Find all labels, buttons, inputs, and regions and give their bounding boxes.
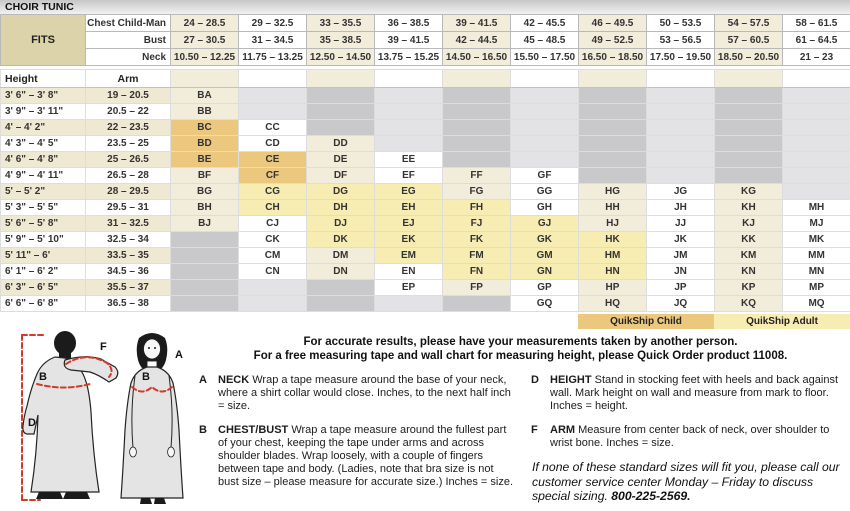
empty-cell	[239, 88, 307, 104]
size-code-cell: EJ	[375, 216, 443, 232]
height-range-cell: 4' – 4' 2"	[1, 120, 86, 136]
empty-cell	[715, 88, 783, 104]
fit-range-cell: 21 – 23	[783, 49, 850, 66]
size-code-cell: JQ	[647, 296, 715, 312]
size-code-cell: CE	[239, 152, 307, 168]
height-range-cell: 5' 11" – 6'	[1, 248, 86, 264]
size-code-cell: KN	[715, 264, 783, 280]
fit-range-cell: 46 – 49.5	[579, 15, 647, 32]
empty-cell	[375, 120, 443, 136]
size-row	[1, 88, 850, 104]
fit-range-cell: 53 – 56.5	[647, 32, 715, 49]
size-row	[1, 296, 850, 312]
figure-label-b-front: B	[142, 371, 150, 383]
size-code-cell: KQ	[715, 296, 783, 312]
size-row	[1, 280, 850, 296]
empty-cell	[783, 168, 850, 184]
fit-range-cell: 39 – 41.5	[375, 32, 443, 49]
empty-cell	[171, 248, 239, 264]
front-figure-robe	[121, 367, 183, 498]
front-figure-foot-right	[154, 498, 166, 504]
fit-range-cell: 57 – 60.5	[715, 32, 783, 49]
empty-cell	[783, 120, 850, 136]
size-row	[1, 168, 850, 184]
empty-cell	[443, 136, 511, 152]
size-code-cell: JP	[647, 280, 715, 296]
size-code-cell: FN	[443, 264, 511, 280]
size-row	[1, 136, 850, 152]
size-code-cell: DD	[307, 136, 375, 152]
empty-cell	[783, 184, 850, 200]
fit-range-cell: 17.50 – 19.50	[647, 49, 715, 66]
size-col-header-cell	[239, 70, 307, 88]
size-code-cell: MH	[783, 200, 850, 216]
size-code-cell: EF	[375, 168, 443, 184]
empty-cell	[715, 152, 783, 168]
arm-range-cell: 29.5 – 31	[86, 200, 171, 216]
size-code-cell: MK	[783, 232, 850, 248]
size-col-header-cell	[375, 70, 443, 88]
empty-cell	[579, 152, 647, 168]
front-figure-foot-left	[140, 498, 152, 504]
size-code-cell: FG	[443, 184, 511, 200]
size-code-cell: JK	[647, 232, 715, 248]
fit-range-cell: 49 – 52.5	[579, 32, 647, 49]
height-range-cell: 5' 6" – 5' 8"	[1, 216, 86, 232]
empty-cell	[511, 152, 579, 168]
empty-cell	[579, 120, 647, 136]
size-code-cell: BC	[171, 120, 239, 136]
instructions-column-left	[199, 374, 517, 504]
empty-cell	[375, 88, 443, 104]
height-range-cell: 5' 3" – 5' 5"	[1, 200, 86, 216]
size-code-cell: CC	[239, 120, 307, 136]
size-code-cell: GK	[511, 232, 579, 248]
instruction-item-d: D HEIGHT Stand in stocking feet with heels and back against wall. Mark height on wall and measure from mark to floor. Inches = height.	[531, 374, 842, 414]
empty-cell	[715, 168, 783, 184]
size-code-cell: CD	[239, 136, 307, 152]
intro-line-1: For accurate results, please have your measurements taken by another person.	[199, 336, 842, 350]
height-range-cell: 4' 3" – 4' 5"	[1, 136, 86, 152]
size-code-cell: GH	[511, 200, 579, 216]
instruction-term: ARM	[550, 424, 575, 436]
size-code-cell: CK	[239, 232, 307, 248]
fit-range-cell: 12.50 – 14.50	[307, 49, 375, 66]
empty-cell	[171, 264, 239, 280]
fit-range-cell: 42 – 44.5	[443, 32, 511, 49]
fits-corner-label: FITS	[1, 15, 86, 66]
intro-note	[199, 336, 842, 363]
instructions-text-area	[197, 330, 850, 508]
size-code-cell: KP	[715, 280, 783, 296]
empty-cell	[171, 280, 239, 296]
size-code-cell: BJ	[171, 216, 239, 232]
intro-line-2: For a free measuring tape and wall chart for measuring height, please Quick Order product 11008.	[199, 350, 842, 364]
empty-cell	[443, 152, 511, 168]
arm-range-cell: 25 – 26.5	[86, 152, 171, 168]
empty-cell	[307, 296, 375, 312]
height-range-cell: 6' 6" – 6' 8"	[1, 296, 86, 312]
arm-column-header: Arm	[86, 70, 171, 88]
empty-cell	[647, 120, 715, 136]
height-range-cell: 5' – 5' 2"	[1, 184, 86, 200]
fit-range-cell: 58 – 61.5	[783, 15, 850, 32]
fit-range-cell: 10.50 – 12.25	[171, 49, 239, 66]
size-code-cell: KM	[715, 248, 783, 264]
empty-cell	[647, 88, 715, 104]
back-figure-head	[54, 331, 76, 355]
size-col-header-cell	[579, 70, 647, 88]
size-code-cell: DJ	[307, 216, 375, 232]
size-code-cell: HK	[579, 232, 647, 248]
instruction-term: CHEST/BUST	[218, 424, 288, 436]
empty-cell	[443, 104, 511, 120]
size-row	[1, 200, 850, 216]
size-code-cell: JH	[647, 200, 715, 216]
empty-cell	[239, 280, 307, 296]
back-figure-foot-right	[63, 492, 90, 499]
size-code-cell: GJ	[511, 216, 579, 232]
instructions-column-right	[531, 374, 842, 504]
fit-range-cell: 50 – 53.5	[647, 15, 715, 32]
size-code-cell: EN	[375, 264, 443, 280]
figure-label-d: D	[28, 417, 36, 429]
fit-range-cell: 42 – 45.5	[511, 15, 579, 32]
fit-range-cell: 24 – 28.5	[171, 15, 239, 32]
size-col-header-cell	[307, 70, 375, 88]
quikship-child-legend: QuikShip Child	[578, 314, 714, 329]
size-code-cell: GQ	[511, 296, 579, 312]
arm-range-cell: 28 – 29.5	[86, 184, 171, 200]
empty-cell	[307, 120, 375, 136]
size-code-cell: BD	[171, 136, 239, 152]
fit-range-cell: 33 – 35.5	[307, 15, 375, 32]
empty-cell	[647, 168, 715, 184]
size-code-cell: CG	[239, 184, 307, 200]
instruction-item-a: A NECK Wrap a tape measure around the base of your neck, where a shirt collar would close. Inches, to the next half inch = size.	[199, 374, 517, 414]
figure-label-f: F	[100, 341, 107, 353]
size-code-cell: EM	[375, 248, 443, 264]
quikship-legend	[0, 312, 850, 330]
size-code-cell: DF	[307, 168, 375, 184]
figure-label-a: A	[175, 349, 183, 361]
size-code-cell: GF	[511, 168, 579, 184]
size-table-header-row	[1, 70, 850, 88]
fit-range-cell: 16.50 – 18.50	[579, 49, 647, 66]
size-code-cell: GN	[511, 264, 579, 280]
empty-cell	[443, 120, 511, 136]
size-code-cell: MP	[783, 280, 850, 296]
empty-cell	[171, 232, 239, 248]
size-code-cell: CH	[239, 200, 307, 216]
size-code-cell: BB	[171, 104, 239, 120]
empty-cell	[647, 104, 715, 120]
height-range-cell: 6' 1" – 6' 2"	[1, 264, 86, 280]
size-col-header-cell	[647, 70, 715, 88]
fit-range-cell: 54 – 57.5	[715, 15, 783, 32]
empty-cell	[783, 104, 850, 120]
instruction-letter: B	[199, 424, 207, 437]
size-code-cell: DM	[307, 248, 375, 264]
fit-range-cell: 29 – 32.5	[239, 15, 307, 32]
empty-cell	[511, 104, 579, 120]
fit-row-label: Neck	[86, 49, 171, 66]
size-code-cell: DE	[307, 152, 375, 168]
empty-cell	[375, 104, 443, 120]
size-code-cell: BG	[171, 184, 239, 200]
fit-row-label: Bust	[86, 32, 171, 49]
size-code-cell: GP	[511, 280, 579, 296]
empty-cell	[239, 296, 307, 312]
arm-range-cell: 36.5 – 38	[86, 296, 171, 312]
empty-cell	[579, 104, 647, 120]
size-code-cell: JJ	[647, 216, 715, 232]
size-code-cell: GG	[511, 184, 579, 200]
empty-cell	[647, 136, 715, 152]
front-figure-face	[144, 339, 161, 359]
fit-range-cell: 35 – 38.5	[307, 32, 375, 49]
height-range-cell: 6' 3" – 6' 5"	[1, 280, 86, 296]
size-code-cell: FP	[443, 280, 511, 296]
size-code-cell: KG	[715, 184, 783, 200]
size-code-cell: EP	[375, 280, 443, 296]
size-code-cell: EE	[375, 152, 443, 168]
fits-range-table	[0, 14, 850, 66]
height-range-cell: 3' 9" – 3' 11"	[1, 104, 86, 120]
size-code-cell: DK	[307, 232, 375, 248]
size-code-cell: BA	[171, 88, 239, 104]
front-figure-eye-left	[148, 347, 150, 349]
size-code-cell: CJ	[239, 216, 307, 232]
size-code-cell: BE	[171, 152, 239, 168]
fit-range-cell: 18.50 – 20.50	[715, 49, 783, 66]
size-code-cell: MM	[783, 248, 850, 264]
empty-cell	[579, 168, 647, 184]
fit-range-cell: 14.50 – 16.50	[443, 49, 511, 66]
height-range-cell: 4' 9" – 4' 11"	[1, 168, 86, 184]
size-code-cell: HM	[579, 248, 647, 264]
size-code-table	[0, 69, 850, 312]
arm-range-cell: 22 – 23.5	[86, 120, 171, 136]
size-code-cell: BF	[171, 168, 239, 184]
size-code-cell: JN	[647, 264, 715, 280]
fit-range-cell: 13.75 – 15.25	[375, 49, 443, 66]
instruction-item-b: B CHEST/BUST Wrap a tape measure around the fullest part of your chest, keeping the tape under arms and across shoulder blades. Wrap loosely, with a couple of fingers between tape and body. (Ladies, note that bra size is not bust size – please measure for accurate size.) Inches = size.	[199, 424, 517, 490]
arm-range-cell: 19 – 20.5	[86, 88, 171, 104]
fit-range-cell: 11.75 – 13.25	[239, 49, 307, 66]
arm-range-cell: 26.5 – 28	[86, 168, 171, 184]
special-sizing-note	[531, 460, 842, 504]
empty-cell	[511, 120, 579, 136]
empty-cell	[239, 104, 307, 120]
fit-range-cell: 15.50 – 17.50	[511, 49, 579, 66]
size-code-cell: DG	[307, 184, 375, 200]
size-code-cell: DH	[307, 200, 375, 216]
size-code-cell: CM	[239, 248, 307, 264]
empty-cell	[715, 136, 783, 152]
arm-range-cell: 20.5 – 22	[86, 104, 171, 120]
size-row	[1, 216, 850, 232]
empty-cell	[375, 296, 443, 312]
instruction-letter: F	[531, 424, 538, 437]
fit-range-cell: 45 – 48.5	[511, 32, 579, 49]
fit-range-cell: 36 – 38.5	[375, 15, 443, 32]
figure-label-b-back: B	[39, 371, 47, 383]
empty-cell	[715, 104, 783, 120]
empty-cell	[715, 120, 783, 136]
empty-cell	[375, 136, 443, 152]
size-code-cell: MN	[783, 264, 850, 280]
robed-figures-diagram	[2, 330, 197, 506]
size-code-cell: CN	[239, 264, 307, 280]
size-row	[1, 120, 850, 136]
front-figure-collar	[147, 361, 157, 367]
size-code-cell: BH	[171, 200, 239, 216]
empty-cell	[783, 152, 850, 168]
size-code-cell: JG	[647, 184, 715, 200]
height-range-cell: 4' 6" – 4' 8"	[1, 152, 86, 168]
size-row	[1, 264, 850, 280]
height-column-header: Height	[1, 70, 86, 88]
instruction-letter: A	[199, 374, 207, 387]
page-title: CHOIR TUNIC	[0, 0, 850, 14]
size-code-cell: DN	[307, 264, 375, 280]
size-code-cell: FH	[443, 200, 511, 216]
measuring-instructions-section	[0, 330, 850, 508]
size-code-cell: HN	[579, 264, 647, 280]
instruction-term: NECK	[218, 374, 249, 386]
front-figure-hand-right	[168, 447, 175, 457]
fit-range-cell: 61 – 64.5	[783, 32, 850, 49]
height-range-cell: 3' 6" – 3' 8"	[1, 88, 86, 104]
arm-range-cell: 23.5 – 25	[86, 136, 171, 152]
size-code-cell: JM	[647, 248, 715, 264]
size-code-cell: HG	[579, 184, 647, 200]
size-code-cell: EK	[375, 232, 443, 248]
empty-cell	[783, 88, 850, 104]
back-figure-foot-left	[36, 492, 63, 499]
instruction-term: HEIGHT	[550, 374, 592, 386]
empty-cell	[307, 280, 375, 296]
size-code-cell: MJ	[783, 216, 850, 232]
fits-row	[1, 32, 850, 49]
front-figure-hand-left	[130, 447, 137, 457]
size-code-cell: FK	[443, 232, 511, 248]
instruction-item-f: F ARM Measure from center back of neck, over shoulder to wrist bone. Inches = size.	[531, 424, 842, 450]
size-code-cell: FM	[443, 248, 511, 264]
empty-cell	[783, 136, 850, 152]
size-col-header-cell	[715, 70, 783, 88]
size-col-header-cell	[511, 70, 579, 88]
size-code-cell: FJ	[443, 216, 511, 232]
size-code-cell: EH	[375, 200, 443, 216]
fit-range-cell: 31 – 34.5	[239, 32, 307, 49]
arm-range-cell: 32.5 – 34	[86, 232, 171, 248]
customer-service-phone: 800-225-2569.	[611, 489, 690, 503]
measurement-figure-illustration	[0, 330, 197, 508]
size-code-cell: KJ	[715, 216, 783, 232]
size-code-cell: HP	[579, 280, 647, 296]
empty-cell	[443, 88, 511, 104]
empty-cell	[511, 136, 579, 152]
front-figure-eye-right	[154, 347, 156, 349]
size-col-header-cell	[783, 70, 850, 88]
fit-range-cell: 27 – 30.5	[171, 32, 239, 49]
size-row	[1, 152, 850, 168]
empty-cell	[307, 88, 375, 104]
empty-cell	[171, 296, 239, 312]
empty-cell	[443, 296, 511, 312]
size-code-cell: HJ	[579, 216, 647, 232]
empty-cell	[307, 104, 375, 120]
size-code-cell: FF	[443, 168, 511, 184]
fits-row	[1, 49, 850, 66]
empty-cell	[579, 88, 647, 104]
empty-cell	[511, 88, 579, 104]
size-row	[1, 232, 850, 248]
arm-range-cell: 34.5 – 36	[86, 264, 171, 280]
empty-cell	[579, 136, 647, 152]
size-row	[1, 104, 850, 120]
size-code-cell: HH	[579, 200, 647, 216]
size-code-cell: KK	[715, 232, 783, 248]
size-code-cell: EG	[375, 184, 443, 200]
arm-range-cell: 33.5 – 35	[86, 248, 171, 264]
fit-range-cell: 39 – 41.5	[443, 15, 511, 32]
size-col-header-cell	[171, 70, 239, 88]
height-range-cell: 5' 9" – 5' 10"	[1, 232, 86, 248]
size-code-cell: MQ	[783, 296, 850, 312]
size-code-cell: HQ	[579, 296, 647, 312]
size-code-cell: KH	[715, 200, 783, 216]
fits-row	[1, 15, 850, 32]
size-code-cell: CF	[239, 168, 307, 184]
size-row	[1, 184, 850, 200]
instruction-letter: D	[531, 374, 539, 387]
arm-range-cell: 31 – 32.5	[86, 216, 171, 232]
fit-row-label: Chest Child-Man	[86, 15, 171, 32]
empty-cell	[647, 152, 715, 168]
size-code-cell: GM	[511, 248, 579, 264]
size-col-header-cell	[443, 70, 511, 88]
arm-range-cell: 35.5 – 37	[86, 280, 171, 296]
quikship-adult-legend: QuikShip Adult	[714, 314, 850, 329]
special-sizing-text: If none of these standard sizes will fit you, please call our customer service center Monday – Friday to discuss special sizing.	[532, 460, 840, 503]
size-row	[1, 248, 850, 264]
